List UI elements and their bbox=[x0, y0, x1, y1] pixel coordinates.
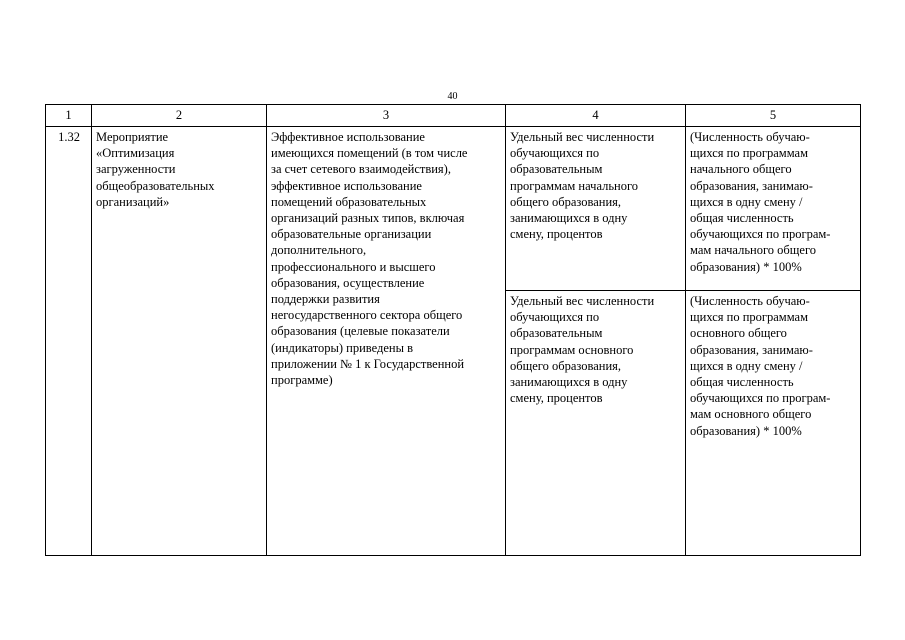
text-line: общая численность bbox=[690, 375, 794, 390]
text-line: мам основного общего bbox=[690, 407, 812, 422]
text-line: занимающихся в одну bbox=[510, 375, 628, 390]
formula-basic-text bbox=[690, 293, 857, 439]
text-line: общеобразовательных bbox=[96, 178, 215, 193]
text-line: смену, процентов bbox=[510, 227, 603, 242]
text-line: образования) * 100% bbox=[690, 423, 802, 438]
text-line: образовательным bbox=[510, 162, 603, 177]
text-line: имеющихся помещений (в том числе bbox=[271, 146, 468, 161]
header-cell-3: 3 bbox=[267, 105, 506, 127]
measure-name-text bbox=[96, 129, 263, 210]
measures-table bbox=[45, 104, 861, 556]
text-line: начального общего bbox=[690, 162, 792, 177]
text-line: профессионального и высшего bbox=[271, 259, 436, 274]
text-line: смену, процентов bbox=[510, 391, 603, 406]
text-line: программам начального bbox=[510, 178, 639, 193]
text-line: приложении № 1 к Государственной bbox=[271, 356, 465, 371]
text-line: Удельный вес численности bbox=[510, 294, 655, 308]
text-line: (Численность обучаю- bbox=[690, 130, 810, 144]
text-line: (Численность обучаю- bbox=[690, 294, 810, 308]
formula-primary-cell bbox=[686, 127, 861, 291]
measure-description-text bbox=[271, 129, 502, 388]
text-line: образования, занимаю- bbox=[690, 178, 813, 193]
indicator-basic-text bbox=[510, 293, 682, 406]
text-line: программе) bbox=[271, 373, 333, 388]
text-line: (индикаторы) приведены в bbox=[271, 340, 414, 355]
header-cell-1: 1 bbox=[46, 105, 92, 127]
text-line: негосударственного сектора общего bbox=[271, 308, 463, 323]
indicator-primary-text bbox=[510, 129, 682, 242]
text-line: образования (целевые показатели bbox=[271, 324, 450, 339]
header-cell-5: 5 bbox=[686, 105, 861, 127]
formula-basic-cell bbox=[686, 291, 861, 556]
text-line: основного общего bbox=[690, 326, 787, 341]
text-line: образования, осуществление bbox=[271, 275, 425, 290]
header-row bbox=[46, 105, 861, 127]
text-line: эффективное использование bbox=[271, 178, 422, 193]
text-line: занимающихся в одну bbox=[510, 211, 628, 226]
text-line: поддержки развития bbox=[271, 292, 380, 307]
header-cell-2: 2 bbox=[92, 105, 267, 127]
text-line: образовательные организации bbox=[271, 227, 432, 242]
text-line: обучающихся по програм- bbox=[690, 391, 831, 406]
text-line: Удельный вес численности bbox=[510, 130, 655, 144]
text-line: образования, занимаю- bbox=[690, 342, 813, 357]
text-line: Мероприятие bbox=[96, 130, 169, 144]
text-line: обучающихся по bbox=[510, 310, 600, 325]
text-line: общего образования, bbox=[510, 194, 622, 209]
text-line: «Оптимизация bbox=[96, 146, 175, 161]
text-line: общая численность bbox=[690, 211, 794, 226]
text-line: загруженности bbox=[96, 162, 176, 177]
text-line: щихся по программам bbox=[690, 146, 808, 161]
text-line: образовательным bbox=[510, 326, 603, 341]
measure-description-cell bbox=[267, 127, 506, 556]
text-line: Эффективное использование bbox=[271, 130, 425, 144]
header-cell-4: 4 bbox=[506, 105, 686, 127]
row-number-cell: 1.32 bbox=[46, 127, 92, 556]
text-line: дополнительного, bbox=[271, 243, 367, 258]
text-line: мам начального общего bbox=[690, 243, 817, 258]
text-line: обучающихся по програм- bbox=[690, 227, 831, 242]
measure-name-cell bbox=[92, 127, 267, 556]
text-line: организаций разных типов, включая bbox=[271, 211, 465, 226]
page-number: 40 bbox=[447, 91, 458, 102]
text-line: программам основного bbox=[510, 342, 634, 357]
formula-primary-text bbox=[690, 129, 857, 275]
text-line: общего образования, bbox=[510, 358, 622, 373]
text-line: помещений образовательных bbox=[271, 194, 427, 209]
text-line: обучающихся по bbox=[510, 146, 600, 161]
text-line: за счет сетевого взаимодействия), bbox=[271, 162, 451, 177]
indicator-primary-cell bbox=[506, 127, 686, 291]
indicator-basic-cell bbox=[506, 291, 686, 556]
text-line: образования) * 100% bbox=[690, 259, 802, 274]
text-line: щихся в одну смену / bbox=[690, 358, 803, 373]
text-line: щихся в одну смену / bbox=[690, 194, 803, 209]
text-line: щихся по программам bbox=[690, 310, 808, 325]
table-row bbox=[46, 127, 861, 291]
text-line: организаций» bbox=[96, 194, 170, 209]
